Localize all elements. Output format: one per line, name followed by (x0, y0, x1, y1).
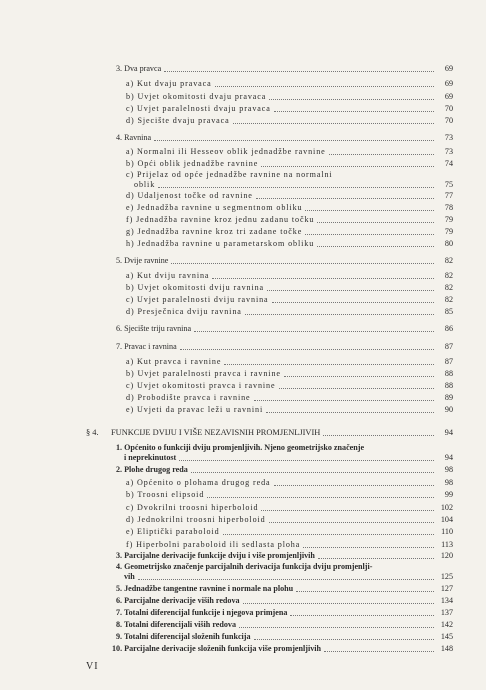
page-number: 99 (444, 490, 453, 499)
dot-leader (318, 558, 434, 559)
page-number: 94 (444, 428, 453, 437)
item-title: b) Uvjet paralelnosti pravca i ravnine (126, 369, 281, 378)
page-number: 142 (440, 620, 453, 629)
page-number: 94 (444, 453, 453, 462)
page-number: 113 (441, 540, 453, 549)
page-number: 104 (440, 515, 453, 524)
section-title: 3. Dva pravca (116, 64, 162, 73)
dot-leader (194, 331, 434, 332)
dot-leader (317, 246, 434, 247)
section-title: 6. Sjecište triju ravnina (116, 324, 192, 333)
dot-leader (305, 234, 434, 235)
item-title: a) Kut dviju ravnina (126, 271, 210, 280)
toc-item (116, 620, 453, 630)
page-number: 82 (444, 283, 453, 292)
item-title: 4. Geometrijsko značenje parcijalnih derivacija funkcija dviju promjenlji- (116, 562, 373, 571)
item-title: oblik (134, 180, 156, 189)
toc-item-continued (134, 180, 453, 190)
item-title: a) Normalni ili Hesseov oblik jednadžbe ravnine (126, 147, 326, 156)
page-number: 125 (440, 572, 453, 581)
toc-item (126, 203, 453, 213)
item-title: d) Sjecište dvaju pravaca (126, 116, 230, 125)
toc-item (116, 465, 453, 475)
toc-item (126, 490, 453, 500)
toc-item (116, 443, 453, 453)
toc-item (126, 527, 453, 537)
item-title: 7. Totalni diferencijal funkcije i njegova primjena (116, 608, 288, 617)
toc-item (116, 562, 453, 572)
item-title: 5. Jednadžbe tangentne ravnine i normale na plohu (116, 584, 294, 593)
dot-leader (138, 579, 434, 580)
item-title: d) Jednokrilni troosni hiperboloid (126, 515, 266, 524)
toc-item (116, 584, 453, 594)
item-title: b) Opći oblik jednadžbe ravnine (126, 159, 259, 168)
toc-item (126, 381, 453, 391)
toc-item (116, 596, 453, 606)
page-number: 87 (444, 342, 453, 351)
page-number: 90 (444, 405, 453, 414)
toc-item (126, 191, 453, 201)
toc-item (126, 79, 453, 89)
dot-leader (215, 86, 434, 87)
item-title: a) Općenito o plohama drugog reda (126, 478, 271, 487)
item-title: 6. Parcijalne derivacije viših redova (116, 596, 240, 605)
toc-section-4 (116, 133, 453, 143)
dot-leader (158, 187, 434, 188)
toc-item-continued (124, 572, 453, 582)
page-number: 75 (444, 180, 453, 189)
dot-leader (256, 198, 434, 199)
section-title: 4. Ravnina (116, 133, 152, 142)
dot-leader (329, 154, 434, 155)
dot-leader (254, 639, 434, 640)
item-title: 1. Općenito o funkciji dviju promjenljivih. Njeno geometrijsko značenje (116, 443, 365, 452)
toc-item (126, 147, 453, 157)
toc-item (126, 227, 453, 237)
page-number: 88 (444, 381, 453, 390)
dot-leader (279, 388, 435, 389)
toc-item (126, 393, 453, 403)
chapter-prefix: § 4. (86, 428, 99, 437)
dot-leader (154, 140, 434, 141)
page-number: 73 (444, 147, 453, 156)
page-number: 69 (444, 79, 453, 88)
dot-leader (245, 314, 434, 315)
page-number: 110 (441, 527, 453, 536)
item-title: a) Kut dvaju pravaca (126, 79, 212, 88)
item-title: d) Probodište pravca i ravnine (126, 393, 251, 402)
section-title: 5. Dvije ravnine (116, 256, 169, 265)
item-title: c) Prijelaz od opće jednadžbe ravnine na normalni (126, 170, 333, 179)
page-number: 120 (440, 551, 453, 560)
dot-leader (305, 210, 434, 211)
page-number: 137 (440, 608, 453, 617)
section-title: 7. Pravac i ravnina (116, 342, 177, 351)
item-title: d) Udaljenost točke od ravnine (126, 191, 253, 200)
dot-leader (191, 472, 434, 473)
toc-item (126, 215, 453, 225)
item-title: e) Jednadžba ravnine u segmentnom obliku (126, 203, 303, 212)
item-title: e) Uvjeti da pravac leži u ravnini (126, 405, 264, 414)
dot-leader (179, 460, 434, 461)
toc-section-3 (116, 64, 453, 74)
dot-leader (254, 400, 434, 401)
page-number: 79 (444, 227, 453, 236)
page-number: 88 (444, 369, 453, 378)
page-number: 145 (440, 632, 453, 641)
toc-item (116, 551, 453, 561)
dot-leader (266, 412, 434, 413)
toc-item-continued (124, 453, 453, 463)
dot-leader (323, 435, 434, 436)
page-number: 98 (444, 478, 453, 487)
toc-section-6 (116, 324, 453, 334)
toc-item (126, 116, 453, 126)
page-number: 148 (440, 644, 453, 653)
dot-leader (261, 166, 434, 167)
page-number: 82 (444, 256, 453, 265)
page-number: 85 (444, 307, 453, 316)
toc-section-5 (116, 256, 453, 266)
toc-item (126, 405, 453, 415)
toc-item (126, 515, 453, 525)
chapter-title: FUNKCIJE DVIJU I VIŠE NEZAVISNIH PROMJENLJIVIH (111, 428, 321, 437)
dot-leader (296, 591, 434, 592)
item-title: c) Dvokrilni troosni hiperboloid (126, 503, 259, 512)
item-title: vih (124, 572, 135, 581)
page-number: 86 (444, 324, 453, 333)
page-number: 79 (444, 215, 453, 224)
item-title: b) Troosni elipsoid (126, 490, 205, 499)
page-number: 77 (444, 191, 453, 200)
dot-leader (269, 522, 434, 523)
toc-item (126, 283, 453, 293)
item-title: e) Eliptički paraboloid (126, 527, 220, 536)
page-folio: VI (86, 661, 99, 672)
toc-item (126, 295, 453, 305)
item-title: 3. Parcijalne derivacije funkcije dviju i više promjenljivih (116, 551, 315, 560)
dot-leader (324, 651, 434, 652)
page-number: 70 (444, 116, 453, 125)
item-title: 8. Totalni diferencijali viših redova (116, 620, 236, 629)
toc-item (126, 307, 453, 317)
item-title: b) Uvjet okomitosti dvaju pravaca (126, 92, 267, 101)
page-number: 73 (444, 133, 453, 142)
dot-leader (243, 603, 434, 604)
item-title: 2. Plohe drugog reda (116, 465, 188, 474)
item-title: c) Uvjet paralelnosti dvaju pravaca (126, 104, 271, 113)
page-number: 82 (444, 271, 453, 280)
dot-leader (224, 364, 434, 365)
item-title: c) Uvjet paralelnosti dviju ravnina (126, 295, 269, 304)
dot-leader (207, 497, 434, 498)
page-number: 87 (444, 357, 453, 366)
dot-leader (317, 222, 434, 223)
toc-chapter-4 (86, 428, 453, 438)
page-number: 69 (444, 92, 453, 101)
dot-leader (303, 547, 434, 548)
dot-leader (274, 485, 434, 486)
dot-leader (272, 302, 434, 303)
page-number: 69 (444, 64, 453, 73)
page-number: 127 (440, 584, 453, 593)
dot-leader (290, 615, 434, 616)
toc-item (116, 632, 453, 642)
toc-item (126, 159, 453, 169)
item-title: g) Jednadžba ravnine kroz tri zadane točke (126, 227, 303, 236)
item-title: i neprekinutost (124, 453, 177, 462)
dot-leader (180, 349, 434, 350)
toc-item (126, 239, 453, 249)
item-title: 10. Parcijalne derivacije složenih funkcija više promjenljivih (112, 644, 321, 653)
page-number: 98 (444, 465, 453, 474)
toc-section-7 (116, 342, 453, 352)
item-title: d) Presječnica dviju ravnina (126, 307, 242, 316)
dot-leader (233, 123, 434, 124)
dot-leader (284, 376, 434, 377)
toc-item (126, 478, 453, 488)
toc-item (116, 608, 453, 618)
dot-leader (171, 263, 434, 264)
page-number: 89 (444, 393, 453, 402)
toc-item (126, 503, 453, 513)
page-number: 102 (440, 503, 453, 512)
dot-leader (239, 627, 434, 628)
page-number: 80 (444, 239, 453, 248)
dot-leader (223, 534, 434, 535)
page-number: 70 (444, 104, 453, 113)
item-title: b) Uvjet okomitosti dviju ravnina (126, 283, 265, 292)
dot-leader (267, 290, 434, 291)
toc-item (126, 271, 453, 281)
dot-leader (164, 71, 434, 72)
item-title: h) Jednadžba ravnine u parametarskom obliku (126, 239, 315, 248)
toc-item (126, 540, 453, 550)
toc-item (126, 357, 453, 367)
page-number: 82 (444, 295, 453, 304)
item-title: c) Uvjet okomitosti pravca i ravnine (126, 381, 276, 390)
toc-item (126, 170, 453, 180)
toc-item (126, 92, 453, 102)
page-number: 134 (440, 596, 453, 605)
item-title: f) Hiperbolni paraboloid ili sedlasta ploha (126, 540, 301, 549)
dot-leader (274, 111, 434, 112)
item-title: a) Kut pravca i ravnine (126, 357, 222, 366)
dot-leader (261, 510, 434, 511)
page-number: 78 (444, 203, 453, 212)
page-number: 74 (444, 159, 453, 168)
toc-item (126, 104, 453, 114)
item-title: 9. Totalni diferencijal složenih funkcija (116, 632, 251, 641)
toc-item (126, 369, 453, 379)
dot-leader (269, 99, 434, 100)
dot-leader (212, 278, 434, 279)
toc-item (112, 644, 453, 654)
item-title: f) Jednadžba ravnine kroz jednu zadanu točku (126, 215, 315, 224)
